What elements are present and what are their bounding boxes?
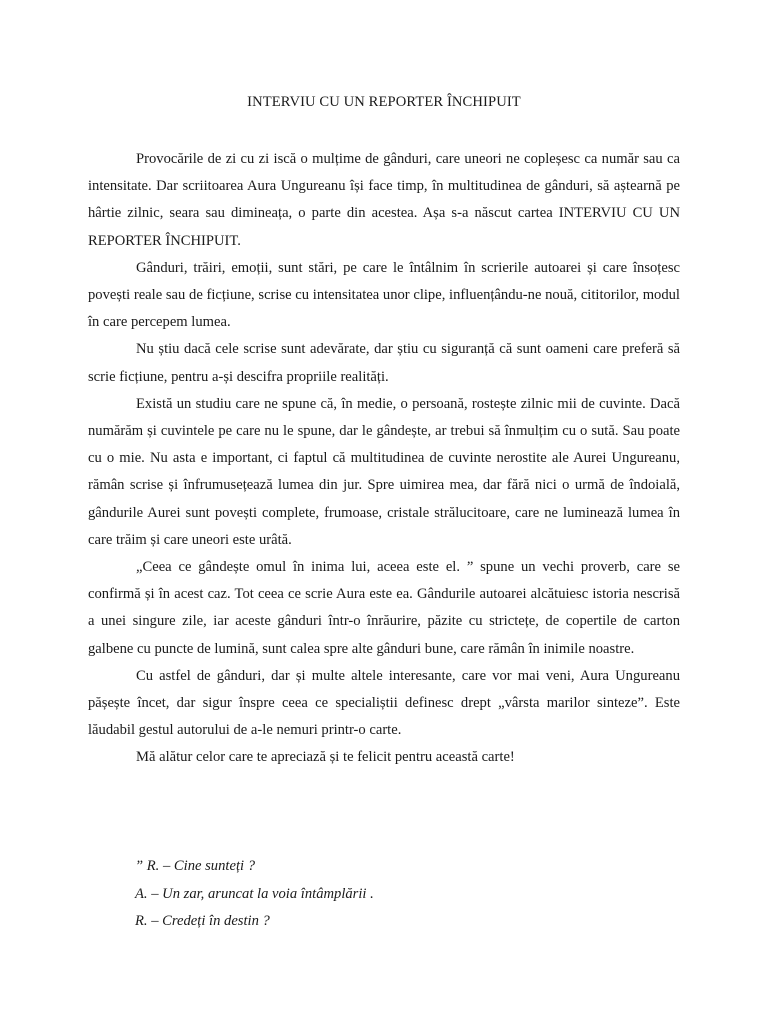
paragraph-6: Cu astfel de gânduri, dar și multe altele interesante, care vor mai veni, Aura Ungureanu pășește încet, dar sigur înspre ceea ce specialiștii definesc drept „vârsta marilor sinteze”. Este lăudabil gestul autorului de a-le nemuri printr-o carte. [88,667,680,739]
dialogue-line-3: R. – Credeți în destin ? [135,913,270,929]
document-body [88,146,680,772]
dialogue-line-1: ” R. – Cine sunteți ? [135,858,255,874]
paragraph-1: Provocările de zi cu zi iscă o mulțime de gânduri, care uneori ne copleșesc ca număr sau ca intensitate. Dar scriitoarea Aura Ungureanu își face timp, în multitudinea de gânduri, să aștearnă pe hârtie zilnic, seara sau dimineața, o parte din acestea. Așa s-a născut cartea INTERVIU CU UN REPORTER ÎNCHIPUIT. [88,151,680,249]
paragraph-5: „Ceea ce gândește omul în inima lui, aceea este el. ” spune un vechi proverb, care se confirmă și în acest caz. Tot ceea ce scrie Aura este ea. Gândurile autoarei alcătuiesc istoria nescrisă a unei singure zile, iar aceste gânduri într-o înrăurire, păzite cu strictețe, de copertile de carton galbene cu puncte de lumină, sunt calea spre alte gânduri bune, care rămân în inimile noastre. [88,559,680,657]
paragraph-2: Gânduri, trăiri, emoții, sunt stări, pe care le întâlnim în scrierile autoarei și care însoțesc povești reale sau de ficțiune, scrise cu intensitatea unor clipe, influențându-ne nouă, cititorilor, modul în care percepem lumea. [88,259,680,331]
paragraph-3: Nu știu dacă cele scrise sunt adevărate, dar știu cu siguranță că sunt oameni care preferă să scrie ficțiune, pentru a-și descifra propriile realități. [88,341,680,385]
paragraph-7: Mă alătur celor care te apreciază și te felicit pentru această carte! [136,749,515,766]
document-title: INTERVIU CU UN REPORTER ÎNCHIPUIT [247,94,521,110]
interview-dialogue [135,853,675,936]
dialogue-line-2: A. – Un zar, aruncat la voia întâmplării . [135,885,374,902]
paragraph-4: Există un studiu care ne spune că, în medie, o persoană, rostește zilnic mii de cuvinte. Dacă numărăm și cuvintele pe care nu le spune, dar le gândește, ar trebui să înmulțim cu o sută. Sau poate cu o mie. Nu asta e important, ci faptul că multitudinea de cuvinte nerostite ale Aurei Ungureanu, rămân scrise și înfrumusețează lumea din jur. Spre uimirea mea, dar fără nici o urmă de îndoială, gândurile Aurei sunt povești complete, frumoase, cristale strălucitoare, care ne luminează lumea în care trăim și care uneori este urâtă. [88,395,680,548]
